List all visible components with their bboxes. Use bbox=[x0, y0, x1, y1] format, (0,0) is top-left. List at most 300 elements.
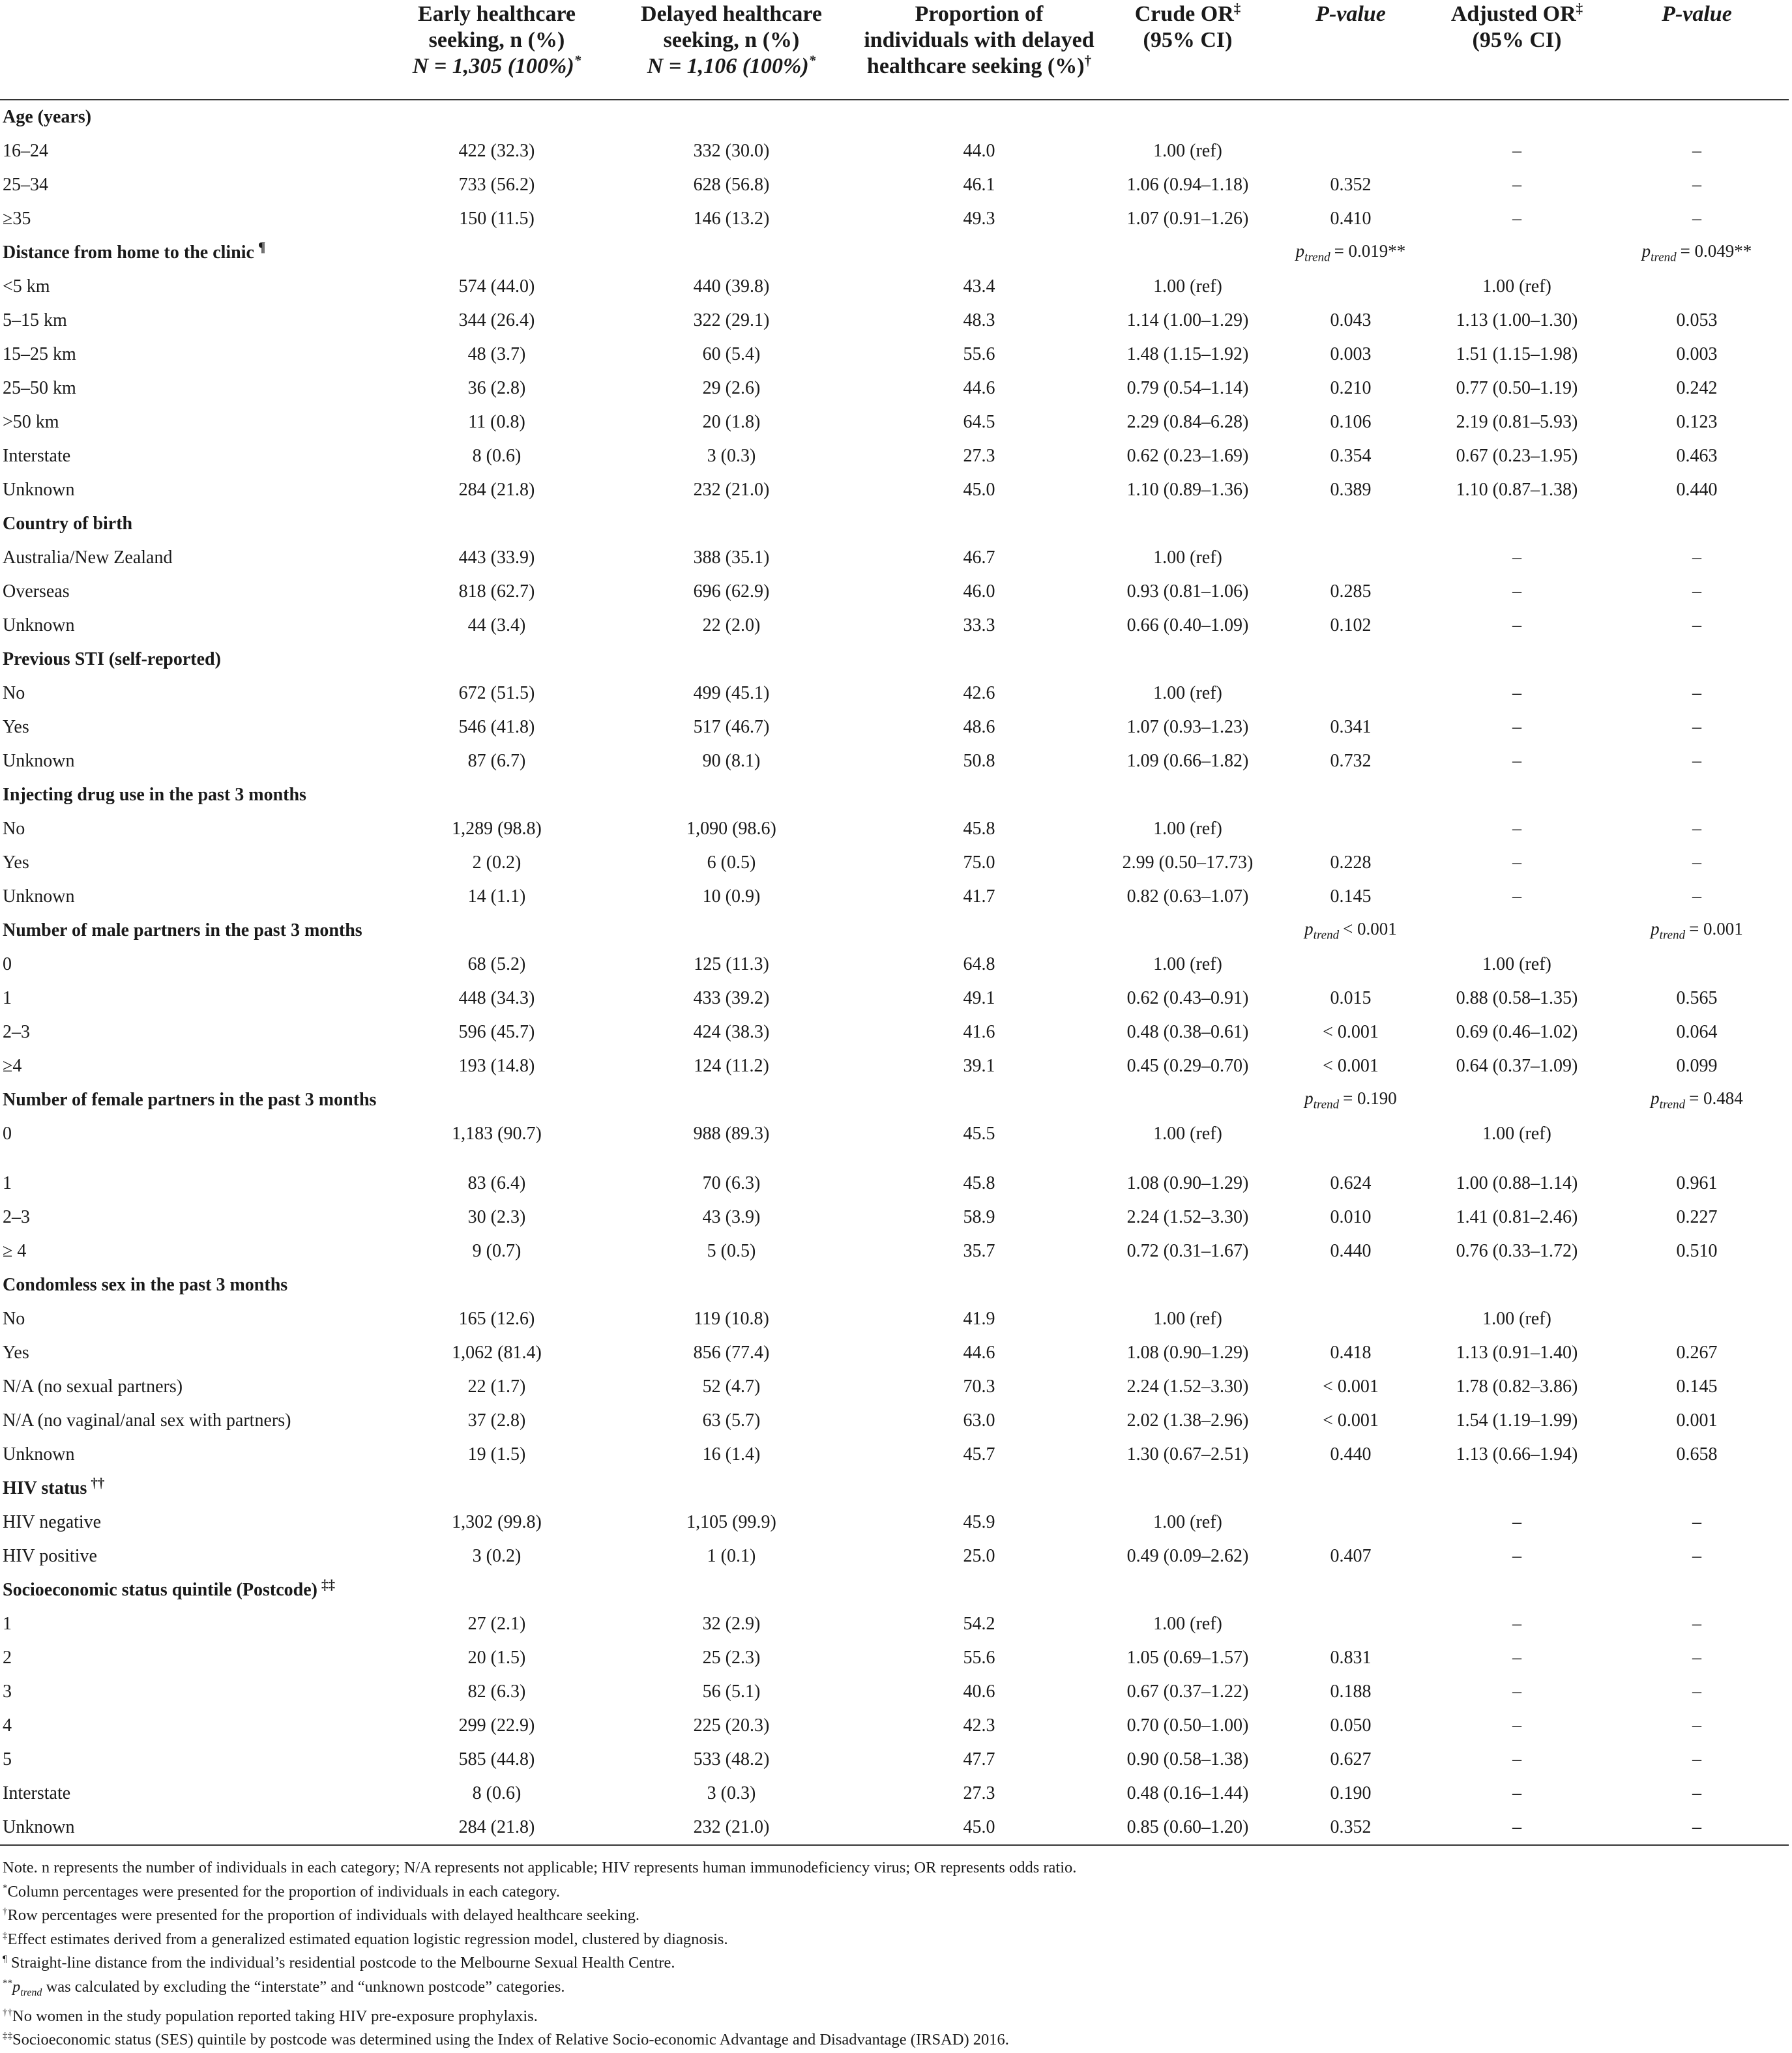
section-label bbox=[0, 1268, 1272, 1302]
ptrend-cell bbox=[1605, 643, 1789, 677]
table-cell: 1,062 (81.4) bbox=[452, 1343, 542, 1363]
ptrend-cell bbox=[1429, 1268, 1605, 1302]
table-cell: 150 (11.5) bbox=[459, 209, 535, 229]
table-cell: 0.463 bbox=[1676, 446, 1718, 466]
row-label: 2 bbox=[3, 1648, 12, 1668]
table-cell: 1.78 (0.82–3.86) bbox=[1456, 1376, 1578, 1397]
table-row bbox=[0, 1302, 1789, 1336]
column-header-line bbox=[610, 27, 853, 53]
table-cell: 22 (2.0) bbox=[702, 615, 761, 635]
ptrend-cell bbox=[1605, 100, 1789, 134]
footnote-mark: † bbox=[1084, 52, 1092, 68]
table-cell bbox=[1272, 134, 1429, 168]
table-cell: 119 (10.8) bbox=[694, 1309, 769, 1329]
column-header-line bbox=[389, 1, 605, 27]
row-label: Unknown bbox=[3, 751, 75, 771]
ptrend-cell bbox=[1429, 778, 1605, 812]
ptrend-cell bbox=[1605, 236, 1789, 270]
table-cell: 284 (21.8) bbox=[458, 480, 535, 500]
table-cell: 48 (3.7) bbox=[467, 344, 526, 364]
table-cell: 43.4 bbox=[963, 276, 995, 297]
table-row bbox=[0, 1234, 1789, 1268]
ptrend-cell bbox=[1429, 914, 1605, 948]
section-label-text: Condomless sex in the past 3 months bbox=[3, 1275, 288, 1295]
table-cell: 0.015 bbox=[1330, 988, 1372, 1008]
row-label: N/A (no sexual partners) bbox=[3, 1376, 183, 1397]
ptrend-value bbox=[1295, 240, 1406, 265]
table-cell: 1.41 (0.81–2.46) bbox=[1456, 1207, 1578, 1227]
table-cell: – bbox=[1512, 1749, 1521, 1769]
table-cell: 0.62 (0.23–1.69) bbox=[1126, 446, 1249, 466]
column-header-text: Delayed healthcare bbox=[641, 2, 822, 26]
table-cell: 0.210 bbox=[1330, 378, 1372, 398]
table-cell: 733 (56.2) bbox=[458, 175, 535, 195]
note-mark: †† bbox=[3, 2007, 12, 2018]
column-header-line bbox=[1432, 27, 1602, 53]
table-row bbox=[0, 473, 1789, 507]
table-cell: 0.66 (0.40–1.09) bbox=[1126, 615, 1249, 635]
table-cell: 8 (0.6) bbox=[472, 1783, 521, 1803]
table-cell: 32 (2.9) bbox=[702, 1614, 761, 1634]
table-cell: 0.001 bbox=[1676, 1410, 1718, 1431]
table-cell: 0.79 (0.54–1.14) bbox=[1126, 378, 1249, 398]
column-header-line bbox=[1432, 1, 1602, 27]
ptrend-symbol: p bbox=[1641, 240, 1651, 261]
ptrend-cell bbox=[1605, 1472, 1789, 1506]
table-cell: 299 (22.9) bbox=[458, 1715, 535, 1736]
table-row bbox=[0, 948, 1789, 982]
table-cell: 0.69 (0.46–1.02) bbox=[1456, 1022, 1578, 1042]
table-cell: 0.961 bbox=[1676, 1173, 1718, 1193]
table-cell: 46.7 bbox=[963, 547, 995, 568]
note-line bbox=[3, 1951, 1786, 1975]
table-cell: 55.6 bbox=[963, 1648, 995, 1668]
table-cell: 35.7 bbox=[963, 1241, 995, 1261]
table-cell: 8 (0.6) bbox=[472, 446, 521, 466]
table-cell: 0.003 bbox=[1330, 344, 1372, 364]
note-text: Effect estimates derived from a generalized estimated equation logistic regression model, clustered by diagnosis. bbox=[7, 1930, 728, 1948]
section-label bbox=[0, 1083, 1272, 1117]
table-cell: 1.00 (ref) bbox=[1153, 1512, 1222, 1532]
column-header-text: seeking, n (%) bbox=[428, 28, 565, 52]
table-cell: 1.48 (1.15–1.92) bbox=[1126, 344, 1249, 364]
table-cell: – bbox=[1512, 852, 1521, 873]
table-cell bbox=[1272, 812, 1429, 846]
note-text: Note. n represents the number of individuals in each category; N/A represents not applicable; HIV represents human immunodeficiency virus; OR represents odds ratio. bbox=[3, 1859, 1077, 1876]
table-cell: – bbox=[1692, 547, 1701, 568]
table-cell: 41.9 bbox=[963, 1309, 995, 1329]
table-cell: 0.831 bbox=[1330, 1648, 1372, 1668]
ptrend-cell bbox=[1272, 1573, 1429, 1607]
table-cell: 70.3 bbox=[963, 1376, 995, 1397]
ptrend-cell bbox=[1272, 100, 1429, 134]
note-mark: * bbox=[3, 1882, 8, 1893]
ptrend-value bbox=[1304, 1088, 1397, 1112]
table-cell: 2.29 (0.84–6.28) bbox=[1126, 412, 1249, 432]
table-cell: 1,090 (98.6) bbox=[686, 819, 776, 839]
table-cell: 56 (5.1) bbox=[702, 1682, 761, 1702]
table-cell: 87 (6.7) bbox=[467, 751, 526, 771]
table-cell: 448 (34.3) bbox=[458, 988, 535, 1008]
column-header-text: Early healthcare bbox=[417, 2, 576, 26]
row-label: 25–34 bbox=[3, 175, 48, 195]
table-cell: – bbox=[1692, 852, 1701, 873]
column-header-line bbox=[1608, 1, 1786, 27]
table-cell: 1,183 (90.7) bbox=[452, 1124, 542, 1144]
table-cell bbox=[1605, 270, 1789, 304]
table-cell: 0.76 (0.33–1.72) bbox=[1456, 1241, 1578, 1261]
table-cell: 45.0 bbox=[963, 480, 995, 500]
table-cell: 443 (33.9) bbox=[458, 547, 535, 568]
table-cell: – bbox=[1512, 1648, 1521, 1668]
note-line bbox=[3, 1880, 1786, 1904]
table-cell: 0.440 bbox=[1330, 1241, 1372, 1261]
table-cell: 42.3 bbox=[963, 1715, 995, 1736]
table-cell: 1.13 (0.66–1.94) bbox=[1456, 1444, 1578, 1464]
row-label: >50 km bbox=[3, 412, 59, 432]
table-cell: 146 (13.2) bbox=[693, 209, 770, 229]
table-cell: 0.190 bbox=[1330, 1783, 1372, 1803]
column-header-3 bbox=[855, 0, 1103, 100]
row-label: Unknown bbox=[3, 615, 75, 635]
column-header-text: P-value bbox=[1662, 2, 1732, 26]
note-mark: ‡ bbox=[3, 1930, 8, 1941]
table-cell: 9 (0.7) bbox=[472, 1241, 521, 1261]
section-row bbox=[0, 643, 1789, 677]
table-cell: 43 (3.9) bbox=[702, 1207, 761, 1227]
table-cell: – bbox=[1512, 1546, 1521, 1566]
table-cell: < 0.001 bbox=[1323, 1056, 1379, 1076]
table-cell: 0.440 bbox=[1676, 480, 1718, 500]
ptrend-symbol: p bbox=[1304, 1088, 1314, 1108]
ptrend-subscript: trend bbox=[1313, 1098, 1340, 1112]
table-cell: 40.6 bbox=[963, 1682, 995, 1702]
row-label: 1 bbox=[3, 1173, 12, 1193]
table-cell: 1.00 (ref) bbox=[1482, 1309, 1551, 1329]
column-header-text: individuals with delayed bbox=[864, 28, 1094, 52]
table-cell: 0.45 (0.29–0.70) bbox=[1126, 1056, 1249, 1076]
table-cell: 0.62 (0.43–0.91) bbox=[1126, 988, 1249, 1008]
footnote-mark: ¶ bbox=[257, 239, 266, 255]
ptrend-subscript: trend bbox=[20, 1987, 42, 1998]
table-cell: 46.1 bbox=[963, 175, 995, 195]
table-cell: – bbox=[1692, 1715, 1701, 1736]
table-cell: 0.102 bbox=[1330, 615, 1372, 635]
section-label-text: HIV status bbox=[3, 1478, 87, 1498]
table-row bbox=[0, 1167, 1789, 1201]
table-cell: 433 (39.2) bbox=[693, 988, 770, 1008]
table-cell: 574 (44.0) bbox=[458, 276, 535, 297]
section-label bbox=[0, 507, 1272, 541]
ptrend-cell bbox=[1272, 507, 1429, 541]
row-label: Unknown bbox=[3, 480, 75, 500]
column-header-line bbox=[858, 1, 1100, 27]
table-cell: 1.06 (0.94–1.18) bbox=[1126, 175, 1249, 195]
table-cell: 0.627 bbox=[1330, 1749, 1372, 1769]
section-row bbox=[0, 1268, 1789, 1302]
row-label: Unknown bbox=[0, 1811, 386, 1845]
column-header-text: P-value bbox=[1315, 2, 1386, 26]
column-header-line bbox=[858, 53, 1100, 80]
table-row bbox=[0, 1201, 1789, 1234]
table-cell: 0.285 bbox=[1330, 581, 1372, 602]
column-header-text: N = 1,305 (100%) bbox=[412, 54, 574, 78]
row-label: Unknown bbox=[3, 1444, 75, 1464]
table-cell: 45.9 bbox=[963, 1512, 995, 1532]
note-line bbox=[3, 2028, 1786, 2052]
column-header-line bbox=[389, 27, 605, 53]
table-cell: 0.354 bbox=[1330, 446, 1372, 466]
table-cell: 49.1 bbox=[963, 988, 995, 1008]
table-cell bbox=[1272, 541, 1429, 575]
section-label bbox=[0, 914, 1272, 948]
row-label: ≥35 bbox=[3, 209, 31, 229]
note-text: No women in the study population reported taking HIV pre-exposure prophylaxis. bbox=[12, 2007, 538, 2025]
table-cell bbox=[1605, 948, 1789, 982]
table-cell: 1 (0.1) bbox=[707, 1546, 756, 1566]
table-cell: – bbox=[1512, 1682, 1521, 1702]
table-cell: 0.49 (0.09–2.62) bbox=[1126, 1546, 1249, 1566]
table-cell: 3 (0.3) bbox=[707, 446, 756, 466]
table-cell: 1.00 (ref) bbox=[1482, 954, 1551, 974]
table-cell: 232 (21.0) bbox=[608, 1811, 855, 1845]
table-cell: 1.00 (ref) bbox=[1153, 1614, 1222, 1634]
table-cell: – bbox=[1692, 1682, 1701, 1702]
table-header bbox=[0, 0, 1789, 100]
table-cell: 1.13 (1.00–1.30) bbox=[1456, 310, 1578, 330]
table-cell: 46.0 bbox=[963, 581, 995, 602]
ptrend-value bbox=[1304, 918, 1397, 942]
header-row bbox=[0, 0, 1789, 100]
table-row bbox=[0, 1336, 1789, 1370]
table-row bbox=[0, 1117, 1789, 1151]
table-cell: – bbox=[1512, 581, 1521, 602]
row-label: 16–24 bbox=[3, 141, 48, 161]
table-row bbox=[0, 846, 1789, 880]
table-cell: 1.14 (1.00–1.29) bbox=[1126, 310, 1249, 330]
table-cell: 22 (1.7) bbox=[467, 1376, 526, 1397]
table-row bbox=[0, 1438, 1789, 1472]
table-cell: 5 (0.5) bbox=[707, 1241, 756, 1261]
table-row bbox=[0, 371, 1789, 405]
table-cell: 0.064 bbox=[1676, 1022, 1718, 1042]
section-label bbox=[0, 643, 1272, 677]
table-cell: 696 (62.9) bbox=[693, 581, 770, 602]
table-cell: 1.10 (0.87–1.38) bbox=[1456, 480, 1578, 500]
table-cell: 27.3 bbox=[963, 1783, 995, 1803]
ptrend-cell bbox=[1429, 1083, 1605, 1117]
column-header-line bbox=[610, 1, 853, 27]
table-cell: – bbox=[1512, 1715, 1521, 1736]
row-label: ≥4 bbox=[3, 1056, 22, 1076]
table-cell: 0.145 bbox=[1330, 886, 1372, 907]
table-cell: 1.51 (1.15–1.98) bbox=[1456, 344, 1578, 364]
table-cell: 39.1 bbox=[963, 1056, 995, 1076]
table-cell: 546 (41.8) bbox=[458, 717, 535, 737]
table-cell: 1.00 (ref) bbox=[1153, 954, 1222, 974]
table-row bbox=[0, 1404, 1789, 1438]
table-cell: 47.7 bbox=[963, 1749, 995, 1769]
table-cell: 0.352 bbox=[1330, 175, 1372, 195]
table-row bbox=[0, 1777, 1789, 1811]
table-cell: 20 (1.5) bbox=[467, 1648, 526, 1668]
table-cell: – bbox=[1692, 615, 1701, 635]
table-cell: 1.54 (1.19–1.99) bbox=[1456, 1410, 1578, 1431]
ptrend-value bbox=[1641, 240, 1752, 265]
table-cell: 25.0 bbox=[963, 1546, 995, 1566]
ptrend-cell bbox=[1429, 1472, 1605, 1506]
section-label-text: Number of female partners in the past 3 months bbox=[3, 1090, 377, 1110]
table-cell: 0.410 bbox=[1330, 209, 1372, 229]
section-label-text: Injecting drug use in the past 3 months bbox=[3, 785, 306, 805]
table-cell: 0.85 (0.60–1.20) bbox=[1103, 1811, 1272, 1845]
section-label-text: Distance from home to the clinic bbox=[3, 242, 254, 263]
table-cell bbox=[1605, 1302, 1789, 1336]
table-cell: 52 (4.7) bbox=[702, 1376, 761, 1397]
column-header-text: healthcare seeking (%) bbox=[866, 54, 1085, 78]
note-mark: ¶ bbox=[3, 1953, 7, 1964]
section-label bbox=[0, 236, 1272, 270]
table-cell: 988 (89.3) bbox=[693, 1124, 770, 1144]
table-cell: 58.9 bbox=[963, 1207, 995, 1227]
table-cell: 225 (20.3) bbox=[693, 1715, 770, 1736]
table-cell: 1.10 (0.89–1.36) bbox=[1126, 480, 1249, 500]
table-cell: – bbox=[1692, 751, 1701, 771]
note-mark: † bbox=[3, 1906, 8, 1917]
table-cell: 0.050 bbox=[1330, 1715, 1372, 1736]
column-header-text: (95% CI) bbox=[1143, 28, 1233, 52]
table-cell: 0.228 bbox=[1330, 852, 1372, 873]
table-cell: 0.043 bbox=[1330, 310, 1372, 330]
table-cell: 1.09 (0.66–1.82) bbox=[1126, 751, 1249, 771]
table-cell: 125 (11.3) bbox=[694, 954, 769, 974]
table-cell: 0.053 bbox=[1676, 310, 1718, 330]
table-cell: 0.407 bbox=[1330, 1546, 1372, 1566]
table-cell: – bbox=[1429, 1811, 1605, 1845]
table-cell bbox=[1272, 948, 1429, 982]
ptrend-text: = 0.484 bbox=[1689, 1088, 1743, 1108]
table-cell: 0.188 bbox=[1330, 1682, 1372, 1702]
table-cell: 1.30 (0.67–2.51) bbox=[1126, 1444, 1249, 1464]
row-label: 15–25 km bbox=[3, 344, 76, 364]
table-row bbox=[0, 744, 1789, 778]
column-header-text: Crude OR bbox=[1134, 2, 1234, 26]
table-cell bbox=[1272, 1302, 1429, 1336]
table-cell: – bbox=[1692, 1648, 1701, 1668]
table-cell: – bbox=[1692, 209, 1701, 229]
table-cell: 322 (29.1) bbox=[693, 310, 770, 330]
table-cell: – bbox=[1692, 717, 1701, 737]
table-cell: 0.64 (0.37–1.09) bbox=[1456, 1056, 1578, 1076]
table-row bbox=[0, 1811, 1789, 1845]
table-cell: 0.67 (0.23–1.95) bbox=[1456, 446, 1578, 466]
table-cell: 37 (2.8) bbox=[467, 1410, 526, 1431]
ptrend-cell bbox=[1429, 100, 1605, 134]
table-cell: – bbox=[1692, 1614, 1701, 1634]
table-cell: 672 (51.5) bbox=[458, 683, 535, 703]
table-cell: 332 (30.0) bbox=[693, 141, 770, 161]
ptrend-symbol: p bbox=[1651, 1088, 1660, 1108]
table-cell bbox=[1605, 1117, 1789, 1151]
table-cell: 64.8 bbox=[963, 954, 995, 974]
table-cell: 44.6 bbox=[963, 1343, 995, 1363]
table-row bbox=[0, 677, 1789, 710]
table-row bbox=[0, 439, 1789, 473]
column-header-0 bbox=[0, 0, 386, 100]
section-label bbox=[0, 100, 1272, 134]
table-cell: 0.267 bbox=[1676, 1343, 1718, 1363]
table-cell: 1.00 (ref) bbox=[1153, 1124, 1222, 1144]
table-cell: – bbox=[1692, 683, 1701, 703]
table-cell: 1.00 (ref) bbox=[1153, 1309, 1222, 1329]
ptrend-cell bbox=[1272, 778, 1429, 812]
table-cell: 0.003 bbox=[1676, 344, 1718, 364]
table-cell: 36 (2.8) bbox=[467, 378, 526, 398]
table-cell: – bbox=[1512, 886, 1521, 907]
table-cell: 0.77 (0.50–1.19) bbox=[1456, 378, 1578, 398]
table-cell: 0.72 (0.31–1.67) bbox=[1126, 1241, 1249, 1261]
table-cell bbox=[1272, 1117, 1429, 1151]
note-text: Column percentages were presented for the proportion of individuals in each category. bbox=[7, 1882, 560, 1900]
note-text: Straight-line distance from the individual’s residential postcode to the Melbourne Sexual Health Centre. bbox=[7, 1954, 675, 1972]
table-cell: – bbox=[1692, 1512, 1701, 1532]
table-cell: – bbox=[1512, 819, 1521, 839]
ptrend-subscript: trend bbox=[1304, 250, 1330, 265]
table-cell: – bbox=[1512, 615, 1521, 635]
ptrend-subscript: trend bbox=[1659, 1098, 1686, 1112]
table-cell: 1,289 (98.8) bbox=[452, 819, 542, 839]
ptrend-cell bbox=[1272, 1083, 1429, 1117]
table-cell: 29 (2.6) bbox=[702, 378, 761, 398]
table-cell: – bbox=[1512, 683, 1521, 703]
table-cell: – bbox=[1512, 1614, 1521, 1634]
table-cell: 44 (3.4) bbox=[467, 615, 526, 635]
table-cell bbox=[1272, 1506, 1429, 1539]
table-cell: 2.24 (1.52–3.30) bbox=[1126, 1207, 1249, 1227]
table-cell: 0.48 (0.16–1.44) bbox=[1126, 1783, 1249, 1803]
table-cell: 1.08 (0.90–1.29) bbox=[1126, 1173, 1249, 1193]
table-cell: 1.00 (ref) bbox=[1153, 547, 1222, 568]
table-cell: < 0.001 bbox=[1323, 1022, 1379, 1042]
table-cell: 517 (46.7) bbox=[693, 717, 770, 737]
table-cell: 41.6 bbox=[963, 1022, 995, 1042]
row-label: No bbox=[3, 683, 25, 703]
row-label: HIV positive bbox=[3, 1546, 97, 1566]
table-row bbox=[0, 270, 1789, 304]
note-text: Socioeconomic status (SES) quintile by postcode was determined using the Index of Relative Socio-economic Advantage and Disadvantage (IRSAD) 2016. bbox=[12, 2031, 1009, 2049]
table-row bbox=[0, 982, 1789, 1015]
table-row bbox=[0, 168, 1789, 202]
row-label: Unknown bbox=[3, 886, 75, 907]
table-cell: – bbox=[1692, 886, 1701, 907]
section-label-text: Number of male partners in the past 3 months bbox=[3, 920, 362, 940]
table-row bbox=[0, 1743, 1789, 1777]
row-label: 2–3 bbox=[3, 1022, 30, 1042]
section-row bbox=[0, 100, 1789, 134]
column-header-text: (95% CI) bbox=[1472, 28, 1562, 52]
table-cell: 1.00 (0.88–1.14) bbox=[1456, 1173, 1578, 1193]
table-cell: 1.07 (0.93–1.23) bbox=[1126, 717, 1249, 737]
row-label: Yes bbox=[3, 1343, 29, 1363]
table-cell: – bbox=[1692, 141, 1701, 161]
table-cell: 0.90 (0.58–1.38) bbox=[1126, 1749, 1249, 1769]
table-cell: 44.0 bbox=[963, 141, 995, 161]
row-label: Interstate bbox=[3, 1783, 71, 1803]
table-cell: – bbox=[1512, 1783, 1521, 1803]
ptrend-cell bbox=[1429, 643, 1605, 677]
note-line bbox=[3, 2005, 1786, 2029]
column-header-7 bbox=[1605, 0, 1789, 100]
